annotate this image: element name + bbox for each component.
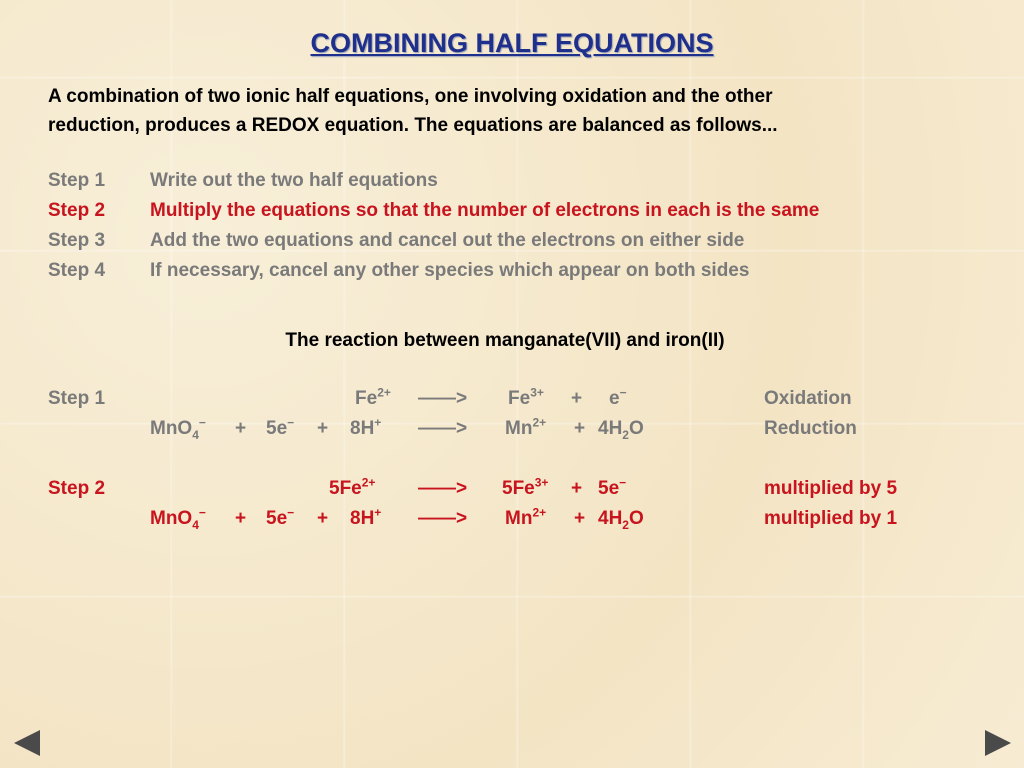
equation-red-mno4: MnO$_4$− (150, 415, 206, 442)
equation-red-mn2: $Mn^{2+}$ (505, 415, 547, 439)
reaction-heading: The reaction between manganate(VII) and iron(II) (285, 330, 725, 351)
equation-red1-plus-1: + (235, 508, 247, 529)
equation-red1-arrow: ——> (418, 508, 468, 529)
equation-red1-plus-3: + (574, 508, 586, 529)
equation-red1-h2o: $4H_2O$ (598, 508, 644, 532)
equation-ox5-fe2: $5Fe^{2+}$ (329, 475, 376, 499)
step-3-label: Step 3 (48, 230, 106, 251)
step-2-label: Step 2 (48, 200, 106, 221)
equation-ox-electron: e− (609, 385, 627, 409)
equation-ox5-plus: + (571, 478, 583, 499)
multiplied-by-5-note: multiplied by 5 (764, 478, 898, 499)
equation-red-5e: 5e− (266, 415, 295, 439)
intro-line-2: reduction, produces a REDOX equation. The equations are balanced as follows... (48, 115, 778, 136)
equation-ox-plus: + (571, 388, 583, 409)
equation-red-plus-2: + (317, 418, 329, 439)
step-4-text: If necessary, cancel any other species which appear on both sides (150, 260, 750, 281)
equation-red1-mno4: MnO$_4$− (150, 505, 206, 532)
equation-red1-5e: 5e− (266, 505, 295, 529)
intro-line-1: A combination of two ionic half equations, one involving oxidation and the other (48, 86, 773, 107)
example-step-2-label: Step 2 (48, 478, 106, 499)
equation-ox5-5e: 5e− (598, 475, 627, 499)
equation-ox5-arrow: ——> (418, 478, 468, 499)
equation-red-h2o: $4H_2O$ (598, 418, 644, 442)
equation-red1-plus-2: + (317, 508, 329, 529)
page-title: COMBINING HALF EQUATIONS (310, 28, 714, 58)
step-4-label: Step 4 (48, 260, 106, 281)
step-1-text: Write out the two half equations (150, 170, 438, 191)
multiplied-by-1-note: multiplied by 1 (764, 508, 898, 529)
equation-ox-fe2: $Fe^{2+}$ (355, 385, 391, 409)
equation-red-8h: 8H+ (350, 415, 382, 439)
oxidation-note: Oxidation (764, 388, 852, 409)
equation-ox-fe3: $Fe^{3+}$ (508, 385, 544, 409)
example-step-1-label: Step 1 (48, 388, 106, 409)
next-arrow-icon[interactable] (985, 730, 1011, 756)
equation-red1-mn2: $Mn^{2+}$ (505, 505, 547, 529)
reduction-note: Reduction (764, 418, 857, 439)
equation-red1-8h: 8H+ (350, 505, 382, 529)
equation-ox-arrow: ——> (418, 388, 468, 409)
equation-red-plus-1: + (235, 418, 247, 439)
equation-ox5-fe3: $5Fe^{3+}$ (502, 475, 549, 499)
equation-red-plus-3: + (574, 418, 586, 439)
step-2-text: Multiply the equations so that the number of electrons in each is the same (150, 200, 820, 221)
previous-arrow-icon[interactable] (14, 730, 40, 756)
equation-red-arrow: ——> (418, 418, 468, 439)
step-3-text: Add the two equations and cancel out the electrons on either side (150, 230, 745, 251)
step-1-label: Step 1 (48, 170, 106, 191)
